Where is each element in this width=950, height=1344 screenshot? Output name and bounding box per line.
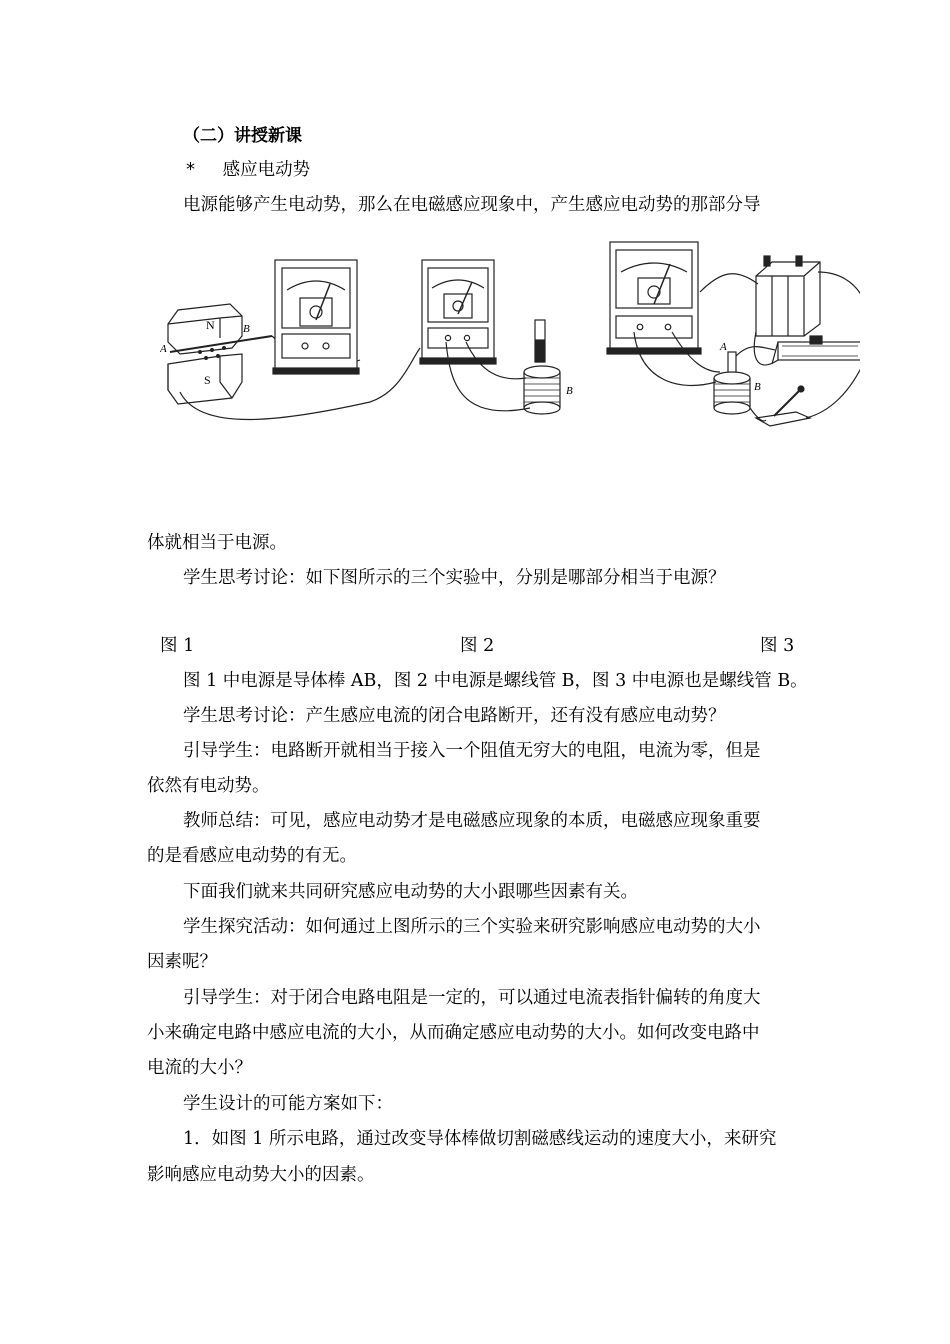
paragraph-line: 图 1 中电源是导体棒 AB，图 2 中电源是螺线管 B，图 3 中电源也是螺线管 B。	[183, 671, 808, 691]
paragraph-line: 电源能够产生电动势，那么在电磁感应现象中，产生感应电动势的那部分导	[183, 195, 761, 215]
fig3-rheostat	[772, 336, 860, 364]
paragraph-line: 依然有电动势。	[147, 776, 270, 796]
fig1-magnet	[168, 304, 272, 404]
experiment-figures	[160, 232, 860, 442]
fig1-galvanometer	[273, 260, 359, 374]
fig1-label-s: S	[204, 373, 211, 387]
paragraph-line: 学生思考讨论：如下图所示的三个实验中，分别是哪部分相当于电源？	[183, 568, 726, 588]
paragraph-line: 引导学生：对于闭合电路电阻是一定的，可以通过电流表指针偏转的角度大	[183, 988, 761, 1008]
fig1-label-a: A	[160, 343, 167, 355]
fig2-galvanometer	[420, 260, 496, 364]
paragraph-line: 教师总结：可见，感应电动势才是电磁感应现象的本质，电磁感应现象重要	[183, 811, 761, 831]
paragraph-line: 体就相当于电源。	[147, 533, 287, 553]
fig3-label-a: A	[720, 341, 727, 353]
fig3-switch	[756, 386, 810, 426]
fig3-galvanometer	[607, 242, 701, 354]
bullet-star: *	[186, 159, 195, 180]
section-heading: （二）讲授新课	[183, 126, 302, 146]
paragraph-line: 的是看感应电动势的有无。	[147, 846, 357, 866]
paragraph-line: 1．如图 1 所示电路，通过改变导体棒做切割磁感线运动的速度大小，来研究	[183, 1129, 777, 1149]
figure-caption-2: 图 2	[460, 636, 495, 656]
paragraph-line: 因素呢？	[147, 952, 217, 972]
fig3-coil	[714, 352, 750, 414]
paragraph-line: 电流的大小？	[147, 1058, 252, 1078]
paragraph-line: 引导学生：电路断开就相当于接入一个阻值无穷大的电阻，电流为零，但是	[183, 741, 761, 761]
paragraph-line: 下面我们就来共同研究感应电动势的大小跟哪些因素有关。	[183, 882, 638, 902]
paragraph-line: 学生设计的可能方案如下：	[183, 1094, 393, 1114]
bullet-row	[186, 158, 310, 182]
fig3-battery	[756, 256, 820, 336]
paragraph-line: 影响感应电动势大小的因素。	[147, 1165, 375, 1185]
fig3-label-b: B	[754, 381, 761, 393]
fig2-solenoid	[524, 320, 560, 414]
paragraph-line: 小来确定电路中感应电流的大小，从而确定感应电动势的大小。如何改变电路中	[147, 1023, 760, 1043]
figure-caption-1: 图 1	[160, 636, 195, 656]
fig1-label-b: B	[243, 323, 250, 335]
fig1-label-n: N	[206, 318, 215, 332]
figure-caption-3: 图 3	[760, 636, 795, 656]
fig2-label-b: B	[566, 385, 573, 397]
bullet-title: 感应电动势	[222, 160, 311, 180]
paragraph-line: 学生探究活动：如何通过上图所示的三个实验来研究影响感应电动势的大小	[183, 917, 761, 937]
paragraph-line: 学生思考讨论：产生感应电流的闭合电路断开，还有没有感应电动势？	[183, 706, 726, 726]
